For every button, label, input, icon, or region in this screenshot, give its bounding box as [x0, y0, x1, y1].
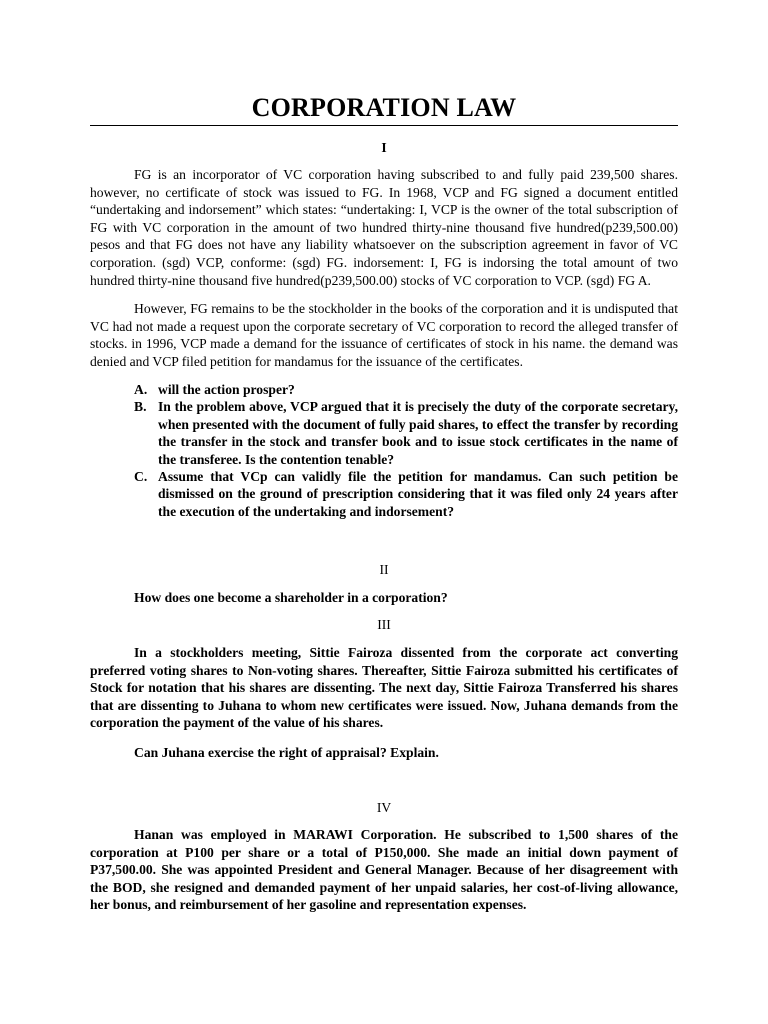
- section-numeral-iv: IV: [376, 800, 392, 815]
- section-iii-question: Can Juhana exercise the right of appraisal? Explain.: [134, 745, 439, 760]
- question-item-c: [134, 468, 678, 520]
- question-marker: A.: [134, 382, 148, 397]
- document-title: CORPORATION LAW: [251, 93, 517, 122]
- section-iii-paragraph: In a stockholders meeting, Sittie Fairoza dissented from the corporate act converting preferred voting shares to Non-voting shares. Thereafter, Sittie Fairoza submitted his certificates of Stock for notation that his shares are dissenting. The next day, Sittie Fairoza Transferred his shares that are dissenting to Juhana to whom new certificates were issued. Now, Juhana demands from the corporation the payment of the value of his shares.: [90, 645, 678, 731]
- question-text: will the action prosper?: [158, 382, 295, 397]
- section-i-paragraph-1: FG is an incorporator of VC corporation having subscribed to and fully paid 239,500 shares. however, no certificate of stock was issued to FG. In 1968, VCP and FG signed a document entitled “undertaking and indorsement” which states: “undertaking: I, VCP is the owner of the total subscription of FG with VC corporation in the amount of two hundred thirty-nine thousand five hundred(p239,500.00) pesos and that FG does not have any liability whatsoever on the subscription agreement in favor of VC corporation. (sgd) VCP, conforme: (sgd) FG. indorsement: I, FG is indorsing the total amount of two hundred thirty-nine thousand five hundred(p239,500.00) stocks of VC corporation to VCP. (sgd) FG A.: [90, 167, 678, 288]
- section-iv-paragraph: Hanan was employed in MARAWI Corporation. He subscribed to 1,500 shares of the corporation at P100 per share or a total of P150,000. She made an initial down payment of P37,500.00. She was appointed President and General Manager. Because of her disagreement with the BOD, she resigned and demanded payment of her unpaid salaries, her cost-of-living allowance, her bonus, and reimbursement of her gasoline and representation expenses.: [90, 827, 678, 913]
- question-item-a: [134, 381, 678, 398]
- section-numeral-iii: III: [377, 617, 391, 632]
- section-ii-question: How does one become a shareholder in a corporation?: [134, 590, 448, 605]
- section-i-question-list: [134, 381, 678, 520]
- section-i-paragraph-2: However, FG remains to be the stockholder in the books of the corporation and it is undisputed that VC had not made a request upon the corporate secretary of VC corporation to record the alleged transfer of stocks. in 1996, VCP made a demand for the issuance of certificates of stock in his name. the demand was denied and VCP filed petition for mandamus for the issuance of the certificates.: [90, 301, 678, 369]
- question-marker: B.: [134, 399, 147, 415]
- section-numeral-i: I: [381, 140, 387, 155]
- question-text: In the problem above, VCP argued that it is precisely the duty of the corporate secretary, when presented with the document of fully paid shares, to effect the transfer by recording the transfer in the stock and transfer book and to issue stock certificates in the name of the transferee. Is the contention tenable?: [158, 399, 678, 467]
- question-item-b: [134, 398, 678, 468]
- title-underline: [90, 125, 678, 126]
- question-marker: C.: [134, 469, 148, 485]
- question-text: Assume that VCp can validly file the petition for mandamus. Can such petition be dismissed on the ground of prescription considering that it was filed only 24 years after the execution of the undertaking and indorsement?: [158, 469, 678, 519]
- section-numeral-ii: II: [379, 562, 389, 577]
